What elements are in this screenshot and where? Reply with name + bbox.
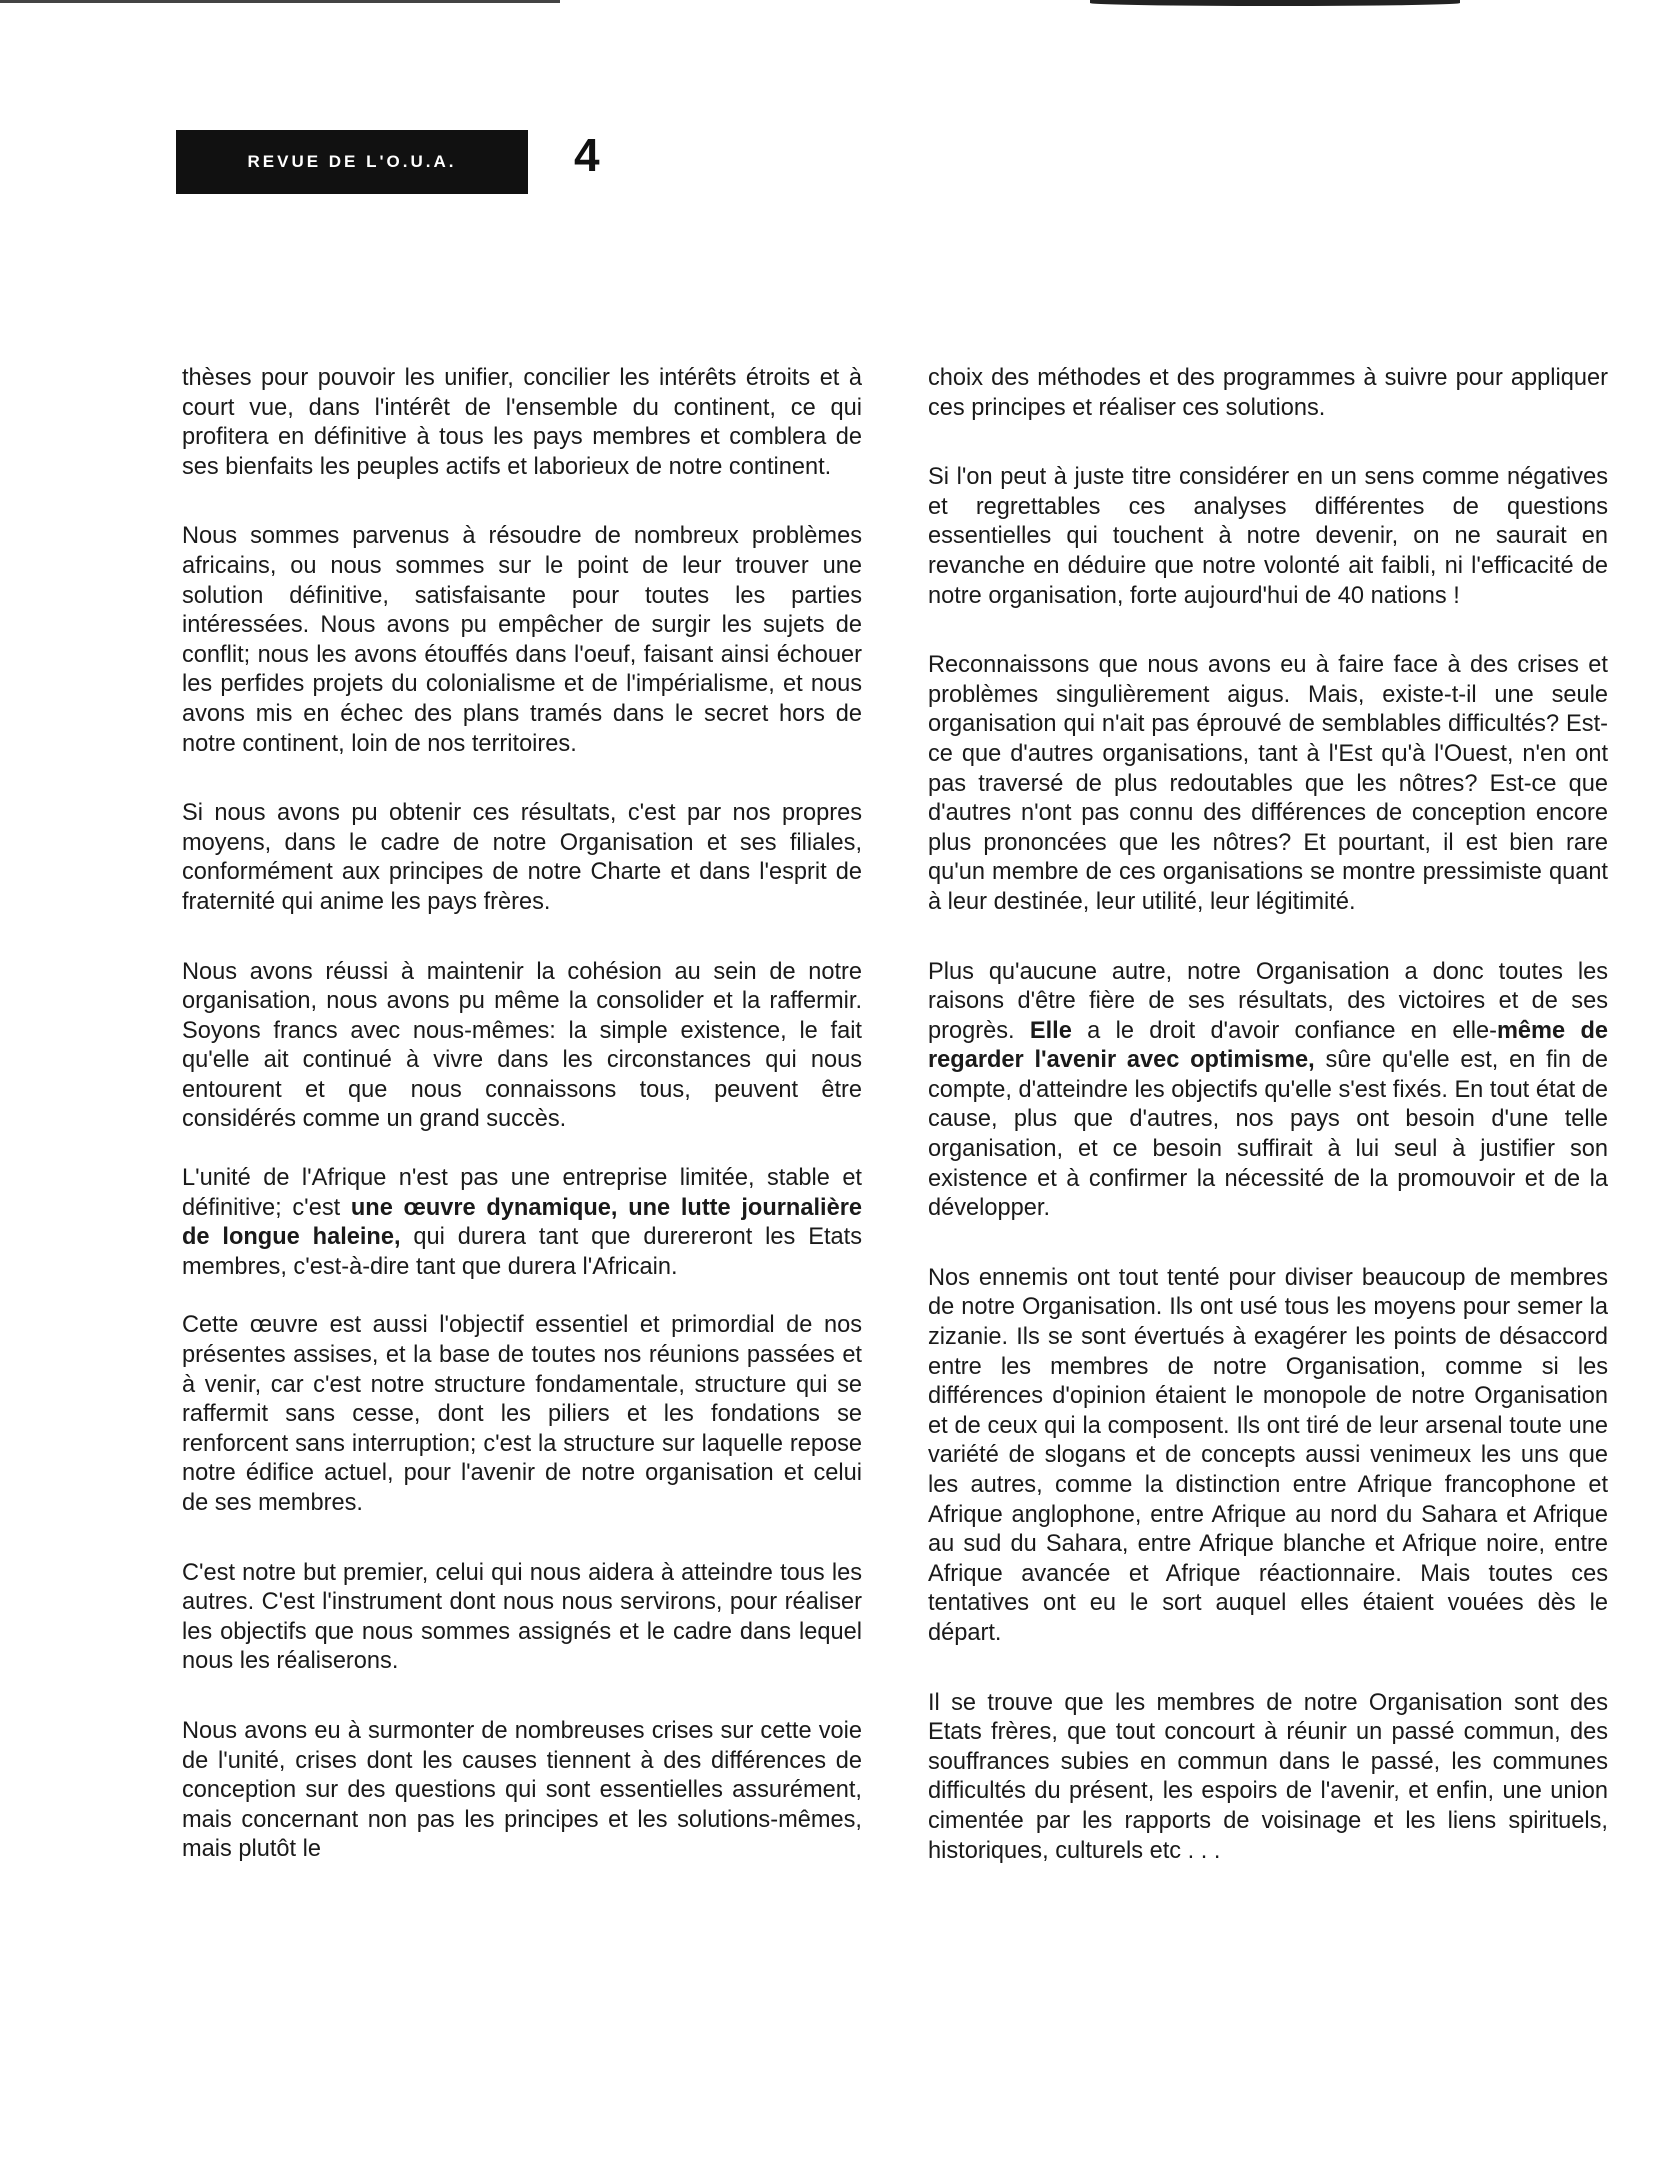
paragraph: Nos ennemis ont tout tenté pour diviser beaucoup de membres de notre Organisation. Ils ont usé tous les moyens pour semer la zizanie. Ils se sont évertués à exagérer les points de désaccord entre les membres de notre Organisation, comme si les différences d'opinion étaient le monopole de notre Organisation et de ceux qui la composent. Ils ont tiré de leur arsenal toute une variété de slogans et de concepts aussi venimeux les uns que les autres, comme la distinction entre Afrique francophone et Afrique anglophone, entre Afrique au nord du Sahara et Afrique au sud du Sahara, entre Afrique blanche et Afrique noire, entre Afrique avancée et Afrique réactionnaire. Mais toutes ces tentatives ont eu le sort auquel elles étaient vouées dès le départ.: [928, 1264, 1608, 1646]
paragraph-text: qui durera tant que durereront les Etats membres, c'est-à-dire tant que durera l'Africain.: [182, 1224, 862, 1280]
paragraph: Il se trouve que les membres de notre Organisation sont des Etats frères, que tout concourt à réunir un passé commun, des souffrances subies en commun dans le passé, les communes difficultés du présent, les espoirs de l'avenir, et enfin, une union cimentée par les rapports de voisinage et les liens spirituels, historiques, culturels etc . . .: [928, 1689, 1608, 1864]
paragraph: [928, 958, 1608, 1224]
journal-title: REVUE DE L'O.U.A.: [247, 152, 457, 171]
top-rule-left: [0, 0, 560, 3]
page-number: 4: [574, 129, 600, 181]
paragraph-text: Plus qu'aucune autre, notre Organisation a donc toutes les raisons d'être fière de ses résultats, des victoires et de ses progrès.: [928, 958, 1608, 1044]
emphasis-text: même de regarder l'avenir avec optimisme,: [928, 1017, 1608, 1074]
paragraph: Nous avons eu à surmonter de nombreuses crises sur cette voie de l'unité, crises dont les causes tiennent à des différences de conception sur des questions qui sont essentielles assurément, mais concernant non pas les principes et les solutions-mêmes, mais plutôt le: [182, 1717, 862, 1863]
paragraph: Nous sommes parvenus à résoudre de nombreux problèmes africains, ou nous sommes sur le point de leur trouver une solution définitive, satisfaisante pour toutes les parties intéressées. Nous avons pu empêcher de surgir les sujets de conflit; nous les avons étouffés dans l'oeuf, faisant ainsi échouer les perfides projets du colonialisme et de l'impérialisme, et nous avons mis en échec des plans tramés dans le secret hors de notre continent, loin de nos territoires.: [182, 523, 862, 757]
paragraph-text: a le droit d'avoir confiance en elle-: [1071, 1017, 1497, 1044]
paragraph: [182, 1164, 862, 1282]
top-rule-right: [1090, 0, 1460, 6]
paragraph-text: sûre qu'elle est, en fin de compte, d'atteindre les objectifs qu'elle s'est fixés. En tout état de cause, plus que d'autres, nos pays ont besoin d'une telle organisation, et ce besoin suffirait à lui seul à justifier son existence et à confirmer la nécessité de la promouvoir et de la développer.: [928, 1047, 1608, 1222]
running-header: [176, 130, 528, 194]
paragraph-text: L'unité de l'Afrique n'est pas une entreprise limitée, stable et définitive; c'est: [182, 1165, 862, 1221]
paragraph: choix des méthodes et des programmes à suivre pour appliquer ces principes et réaliser ces solutions.: [928, 365, 1608, 421]
paragraph: thèses pour pouvoir les unifier, concilier les intérêts étroits et à court vue, dans l'intérêt de l'ensemble du continent, ce qui profitera en définitive à tous les pays membres et comblera de ses bienfaits les peuples actifs et laborieux de notre continent.: [182, 365, 862, 480]
paragraph: Si nous avons pu obtenir ces résultats, c'est par nos propres moyens, dans le cadre de notre Organisation et ses filiales, conformément aux principes de notre Charte et dans l'esprit de fraternité qui anime les pays frères.: [182, 800, 862, 915]
right-column: [928, 364, 1608, 1895]
paragraph: Cette œuvre est aussi l'objectif essentiel et primordial de nos présentes assises, et la base de toutes nos réunions passées et à venir, car c'est notre structure fondamentale, structure qui se raffermit sans cesse, dont les piliers et les fondations se renforcent sans interruption; c'est la structure sur laquelle repose notre édifice actuel, pour l'avenir de notre organisation et celui de ses membres.: [182, 1312, 862, 1516]
left-column: [182, 364, 862, 1894]
emphasis-text: une œuvre dynamique, une lutte journalière de longue haleine,: [182, 1194, 863, 1251]
paragraph: C'est notre but premier, celui qui nous aidera à atteindre tous les autres. C'est l'instrument dont nous nous servirons, pour réaliser les objectifs que nous sommes assignés et le cadre dans lequel nous les réaliserons.: [182, 1559, 862, 1675]
paragraph: Si l'on peut à juste titre considérer en un sens comme négatives et regrettables ces analyses différentes de questions essentielles qui touchent à notre devenir, on ne saurait en revanche en déduire que notre volonté ait faibli, ni l'efficacité de notre organisation, forte aujourd'hui de 40 nations !: [928, 464, 1608, 609]
paragraph: Nous avons réussi à maintenir la cohésion au sein de notre organisation, nous avons pu même la consolider et la raffermir. Soyons francs avec nous-mêmes: la simple existence, le fait qu'elle ait continué à vivre dans les circonstances qui nous entourent et que nous connaissons tous, peuvent être considérés comme un grand succès.: [182, 958, 862, 1133]
emphasis-text: Elle: [1029, 1017, 1072, 1044]
paragraph: Reconnaissons que nous avons eu à faire face à des crises et problèmes singulièrement aigus. Mais, existe-t-il une seule organisation qui n'ait pas éprouvé de semblables difficultés? Est-ce que d'autres organisations, tant à l'Est qu'à l'Ouest, n'en ont pas traversé de plus redoutables que les nôtres? Est-ce que d'autres n'ont pas connu des différences de conception encore plus prononcées que les nôtres? Et pourtant, il est bien rare qu'un membre de ces organisations se montre pressimiste quant à leur destinée, leur utilité, leur légitimité.: [928, 652, 1608, 915]
